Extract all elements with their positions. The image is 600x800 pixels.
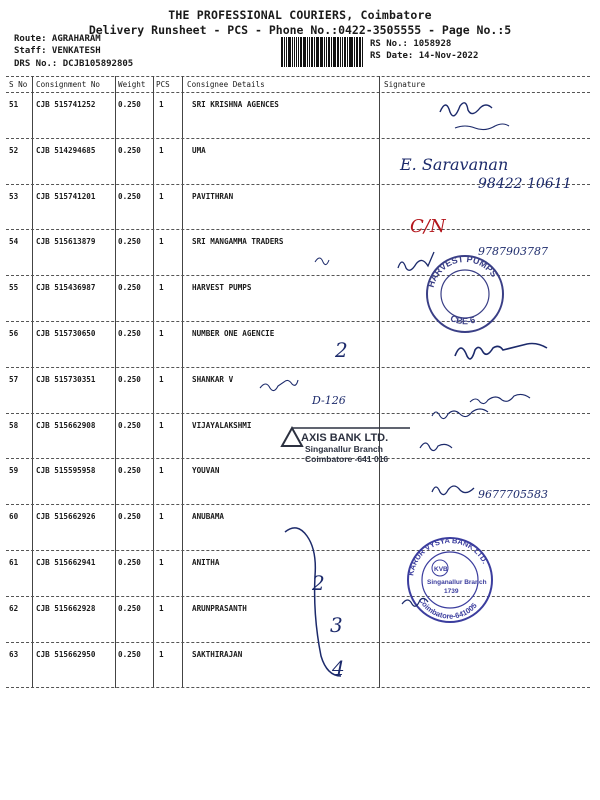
row-sno: 58 xyxy=(9,420,19,430)
row-consignee: YOUVAN xyxy=(192,466,220,476)
row-sno: 61 xyxy=(9,558,19,567)
row-pcs: 1 xyxy=(159,191,164,201)
row-consignee: SHANKAR V xyxy=(192,374,234,384)
delivery-table xyxy=(6,76,590,688)
row-divider xyxy=(6,321,590,322)
row-consignee: UMA xyxy=(192,145,206,155)
row-weight: 0.250 xyxy=(118,145,141,155)
row-sno: 51 xyxy=(9,100,19,109)
signature-54-phone: 9787903787 xyxy=(478,245,548,258)
row-weight: 0.250 xyxy=(118,512,141,522)
barcode-bar xyxy=(286,37,287,67)
barcode xyxy=(281,37,363,67)
barcode-bar xyxy=(340,37,341,67)
signature-61-number: 2 xyxy=(312,571,325,595)
row-divider xyxy=(6,642,590,643)
staff-label: Staff: VENKATESH xyxy=(14,46,101,56)
row-consignment-no: CJB 515730351 xyxy=(36,374,96,384)
signature-57-note: D-126 xyxy=(312,394,346,407)
harvest-stamp-bottom: CBE-6 xyxy=(448,312,477,327)
barcode-bar xyxy=(303,37,306,67)
row-consignee: HARVEST PUMPS xyxy=(192,283,252,293)
row-pcs: 1 xyxy=(159,649,164,659)
runsheet-subtitle: Delivery Runsheet - PCS - Phone No.:0422-3505555 - Page No.:5 xyxy=(88,23,512,37)
row-weight: 0.250 xyxy=(118,466,141,476)
row-weight: 0.250 xyxy=(118,329,141,338)
row-consignee: ANUBAMA xyxy=(192,512,225,522)
row-consignee: SRI KRISHNA AGENCES xyxy=(192,100,279,109)
signature-59-phone: 9677705583 xyxy=(478,488,548,501)
barcode-bar xyxy=(294,37,296,67)
row-consignment-no: CJB 515741252 xyxy=(36,100,96,109)
row-consignee: ANITHA xyxy=(192,558,220,567)
row-weight: 0.250 xyxy=(118,558,141,567)
kvb-stamp-top: KARUR VYSYA BANK LTD. xyxy=(406,535,490,577)
row-weight: 0.250 xyxy=(118,237,141,247)
barcode-bar xyxy=(337,37,339,67)
row-consignment-no: CJB 515662941 xyxy=(36,558,96,567)
axis-stamp-branch: Singanallur Branch xyxy=(305,444,383,454)
col-header-consignment: Consignment No xyxy=(36,80,101,89)
row-consignee: SAKTHIRAJAN xyxy=(192,649,243,659)
kvb-stamp-bottom: Coimbatore-641005 xyxy=(416,595,479,621)
barcode-bar xyxy=(281,37,283,67)
barcode-bar xyxy=(333,37,336,67)
axis-stamp-city: Coimbatore -641 016 xyxy=(305,454,389,464)
signature-56-number: 2 xyxy=(335,338,348,362)
col-header-pcs: PCS xyxy=(156,80,170,89)
row-consignment-no: CJB 515662908 xyxy=(36,420,96,430)
row-pcs: 1 xyxy=(159,283,164,293)
col-header-signature: Signature xyxy=(384,80,426,89)
col-header-sno: S No xyxy=(9,80,28,89)
row-sno: 62 xyxy=(9,603,19,613)
row-divider xyxy=(6,596,590,597)
row-weight: 0.250 xyxy=(118,374,141,384)
row-pcs: 1 xyxy=(159,374,164,384)
row-weight: 0.250 xyxy=(118,100,141,109)
rs-date: RS Date: 14-Nov-2022 xyxy=(370,51,479,61)
table-top-border xyxy=(6,76,590,77)
row-pcs: 1 xyxy=(159,329,164,338)
row-pcs: 1 xyxy=(159,558,164,567)
col-header-consignee: Consignee Details xyxy=(187,80,265,89)
row-pcs: 1 xyxy=(159,100,164,109)
barcode-bar xyxy=(331,37,332,67)
barcode-bar xyxy=(309,37,310,67)
row-consignment-no: CJB 515730650 xyxy=(36,329,96,338)
row-consignee: PAVITHRAN xyxy=(192,191,234,201)
barcode-bar xyxy=(328,37,330,67)
row-sno: 54 xyxy=(9,237,19,247)
row-pcs: 1 xyxy=(159,512,164,522)
kvb-stamp-branch: Singanallur Branch xyxy=(427,579,487,586)
row-sno: 63 xyxy=(9,649,19,659)
row-pcs: 1 xyxy=(159,145,164,155)
barcode-bar xyxy=(362,37,363,67)
signature-54-mark: C/N xyxy=(410,216,446,237)
harvest-stamp-top: HARVEST PUMPS xyxy=(425,253,500,289)
signature-62-number: 3 xyxy=(330,613,343,637)
row-consignee: NUMBER ONE AGENCIE xyxy=(192,329,275,338)
col-header-weight: Weight xyxy=(118,80,146,89)
row-divider xyxy=(6,550,590,551)
row-weight: 0.250 xyxy=(118,191,141,201)
barcode-bar xyxy=(300,37,302,67)
row-consignment-no: CJB 515662926 xyxy=(36,512,96,522)
drs-number: DRS No.: DCJB105892805 xyxy=(14,59,134,69)
row-divider xyxy=(6,229,590,230)
row-divider xyxy=(6,413,590,414)
row-consignee: ARUNPRASANTH xyxy=(192,603,247,613)
barcode-bar xyxy=(316,37,319,67)
row-sno: 57 xyxy=(9,374,19,384)
row-weight: 0.250 xyxy=(118,283,141,293)
barcode-bar xyxy=(321,37,323,67)
header-divider xyxy=(6,92,590,93)
row-consignment-no: CJB 515662928 xyxy=(36,603,96,613)
row-weight: 0.250 xyxy=(118,420,141,430)
barcode-bar xyxy=(311,37,313,67)
row-pcs: 1 xyxy=(159,420,164,430)
row-weight: 0.250 xyxy=(118,649,141,659)
row-divider xyxy=(6,275,590,276)
row-sno: 56 xyxy=(9,329,19,338)
rs-number: RS No.: 1058928 xyxy=(370,39,452,49)
row-consignment-no: CJB 515595958 xyxy=(36,466,96,476)
barcode-bar xyxy=(320,37,321,67)
barcode-bar xyxy=(350,37,353,67)
signature-63-number: 4 xyxy=(332,656,345,680)
route-label: Route: AGRAHARAM xyxy=(14,34,101,44)
row-sno: 55 xyxy=(9,283,19,293)
row-divider xyxy=(6,458,590,459)
row-pcs: 1 xyxy=(159,603,164,613)
row-divider xyxy=(6,687,590,688)
row-consignment-no: CJB 515436987 xyxy=(36,283,96,293)
row-weight: 0.250 xyxy=(118,603,141,613)
barcode-bar xyxy=(342,37,343,67)
kvb-stamp-center: KVB xyxy=(434,566,448,573)
axis-stamp-name: AXIS BANK LTD. xyxy=(301,432,389,444)
barcode-bar xyxy=(296,37,297,67)
barcode-bar xyxy=(292,37,293,67)
barcode-bar xyxy=(347,37,348,67)
row-consignment-no: CJB 515741201 xyxy=(36,191,96,201)
row-divider xyxy=(6,138,590,139)
barcode-bar xyxy=(344,37,346,67)
barcode-bar xyxy=(326,37,327,67)
row-consignee: SRI MANGAMMA TRADERS xyxy=(192,237,284,247)
company-title: THE PROFESSIONAL COURIERS, Coimbatore xyxy=(168,8,432,22)
row-sno: 52 xyxy=(9,145,19,155)
row-pcs: 1 xyxy=(159,237,164,247)
row-consignment-no: CJB 515613879 xyxy=(36,237,96,247)
row-consignment-no: CJB 515662950 xyxy=(36,649,96,659)
barcode-bar xyxy=(349,37,350,67)
row-divider xyxy=(6,184,590,185)
row-sno: 59 xyxy=(9,466,19,476)
row-consignment-no: CJB 514294685 xyxy=(36,145,96,155)
row-sno: 53 xyxy=(9,191,19,201)
barcode-bar xyxy=(284,37,285,67)
row-sno: 60 xyxy=(9,512,19,522)
barcode-bar xyxy=(298,37,299,67)
row-divider xyxy=(6,367,590,368)
row-pcs: 1 xyxy=(159,466,164,476)
barcode-bar xyxy=(356,37,358,67)
signature-52-name: E. Saravanan xyxy=(400,155,509,174)
barcode-bar xyxy=(324,37,325,67)
signature-52-phone: 98422 10611 xyxy=(478,176,572,192)
barcode-bar xyxy=(359,37,361,67)
barcode-bar xyxy=(307,37,308,67)
barcode-bar xyxy=(288,37,291,67)
barcode-bar xyxy=(354,37,355,67)
barcode-bar xyxy=(314,37,315,67)
row-divider xyxy=(6,504,590,505)
row-consignee: VIJAYALAKSHMI xyxy=(192,420,252,430)
kvb-stamp-code: 1739 xyxy=(444,588,459,595)
